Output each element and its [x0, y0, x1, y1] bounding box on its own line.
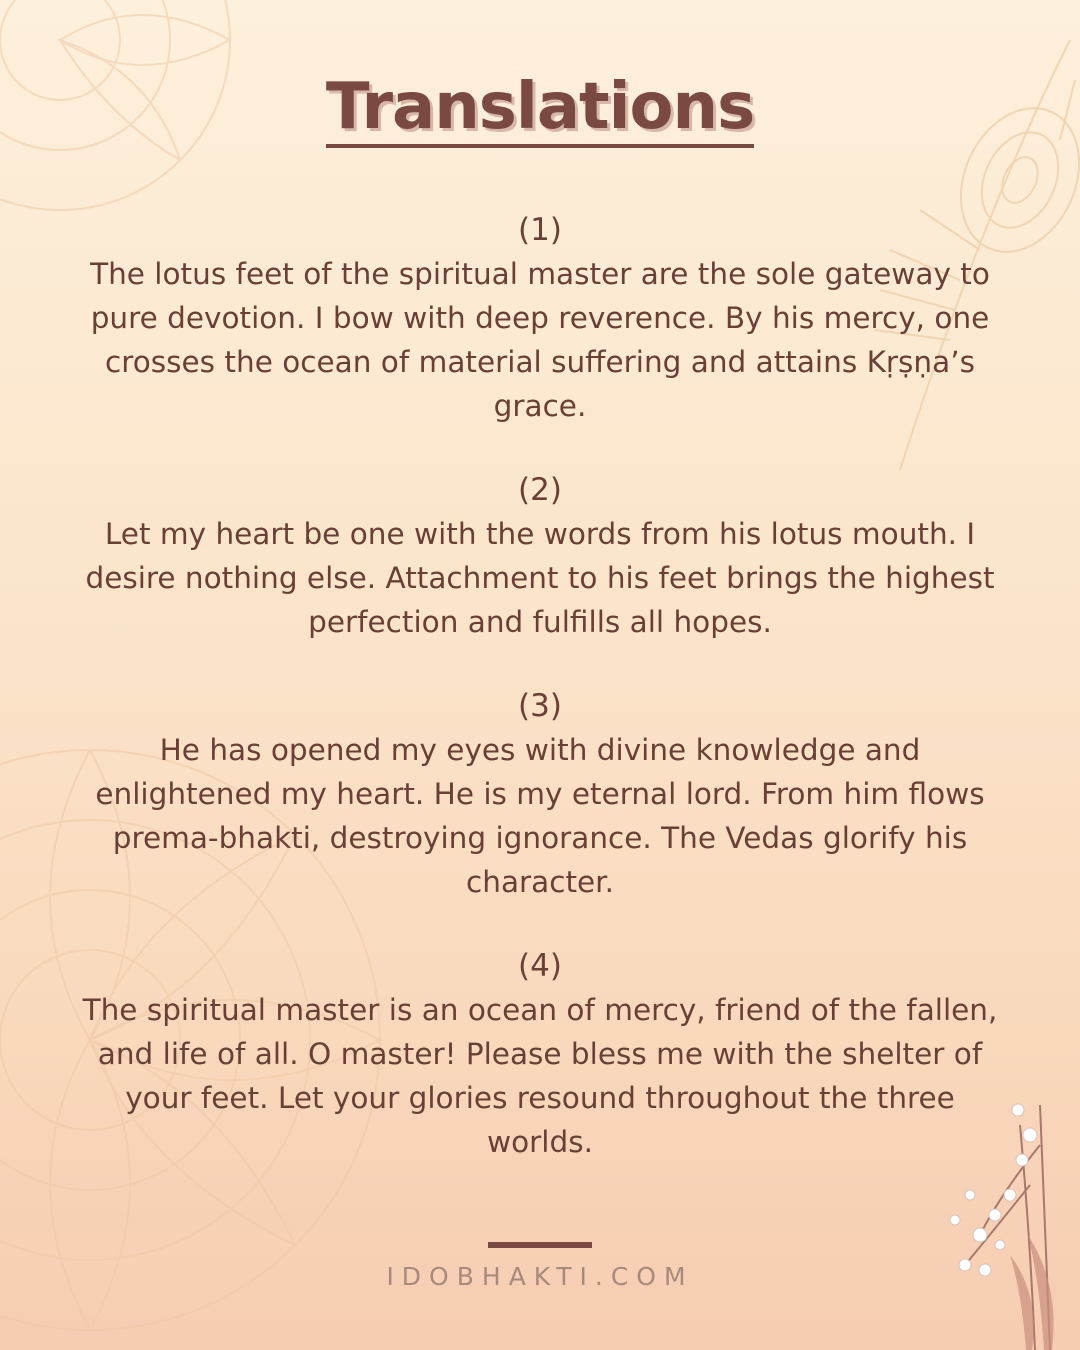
verse-text: He has opened my eyes with divine knowledge and enlightened my heart. He is my eternal lord. From him flows prema-bhakti, destroying ignorance. The Vedas glorify his character. — [95, 733, 985, 899]
verse-item — [60, 944, 1020, 1164]
flower-decoration-icon — [940, 1085, 1060, 1350]
verse-number: (2) — [518, 472, 562, 508]
footer-divider — [488, 1242, 592, 1248]
verse-number: (4) — [518, 948, 562, 984]
website-link[interactable]: IDOBHAKTI.COM — [386, 1262, 694, 1291]
verse-item — [60, 208, 1020, 428]
verse-number: (1) — [518, 212, 562, 248]
verse-number: (3) — [518, 688, 562, 724]
verse-text: The lotus feet of the spiritual master are the sole gateway to pure devotion. I bow with deep reverence. By his mercy, one crosses the ocean of material suffering and attains Kṛṣṇa’s grace. — [90, 257, 990, 423]
verse-item — [60, 684, 1020, 904]
verse-list — [60, 208, 1020, 1204]
verse-text: Let my heart be one with the words from his lotus mouth. I desire nothing else. Attachment to his feet brings the highest perfection and fulfills all hopes. — [85, 517, 995, 639]
page-title: Translations — [0, 70, 1080, 144]
verse-item — [60, 468, 1020, 644]
verse-text: The spiritual master is an ocean of mercy, friend of the fallen, and life of all. O master! Please bless me with the shelter of your feet. Let your glories resound throughout the three worlds. — [82, 993, 998, 1159]
